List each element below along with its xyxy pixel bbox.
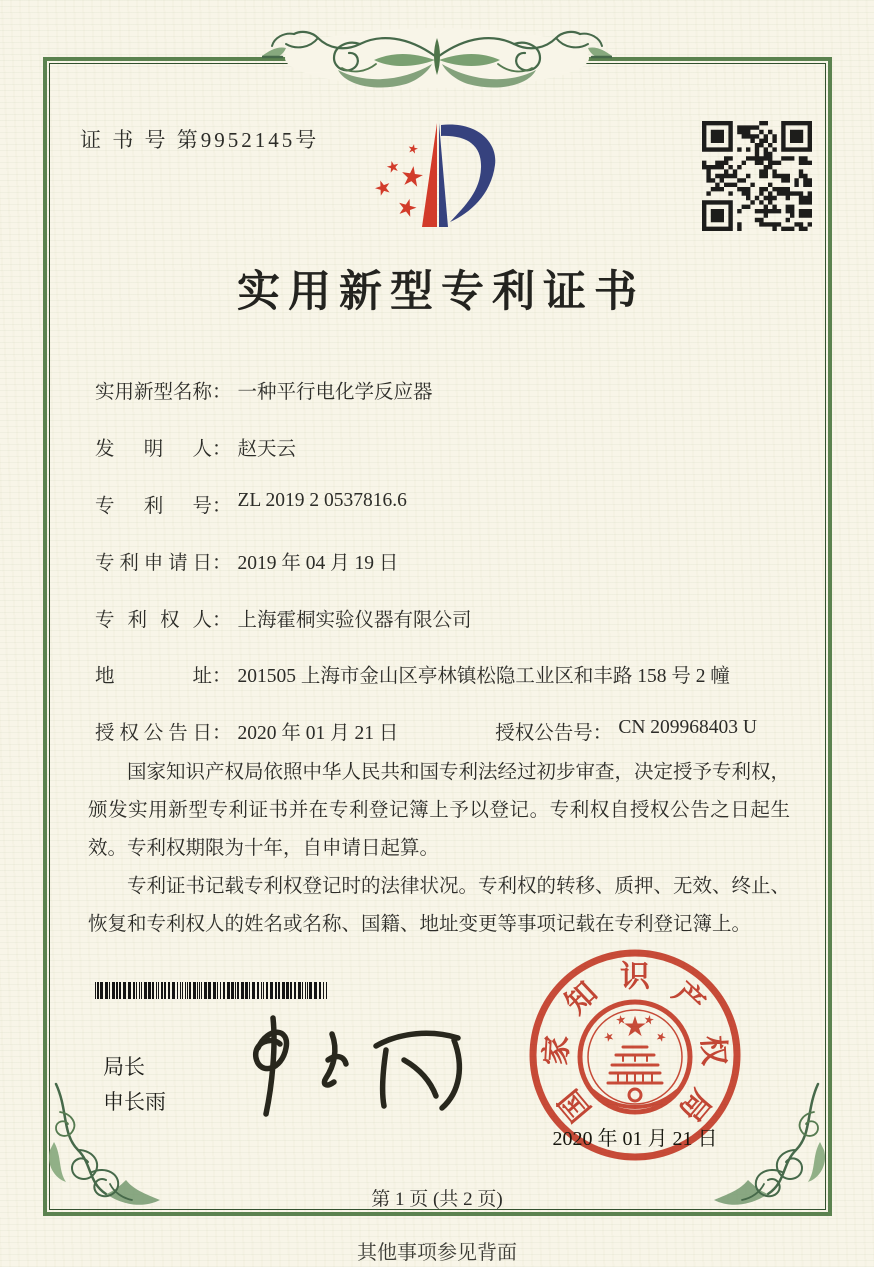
certificate-title: 实用新型专利证书: [237, 269, 645, 316]
svg-text:产: 产: [666, 975, 711, 1021]
barcode: [95, 982, 335, 999]
svg-text:家: 家: [539, 1034, 575, 1067]
back-side-note: 其他事项参见背面: [357, 1242, 517, 1264]
cnipa-logo-icon: [368, 113, 508, 235]
national-emblem-icon: [580, 1002, 690, 1112]
commissioner-signature: [228, 1008, 473, 1120]
svg-text:国: 国: [552, 1083, 598, 1128]
seal-date: 2020 年 01 月 21 日: [552, 1128, 718, 1150]
field-row-grant-info: 授权公告日： 2020 年 01 月 21 日 授权公告号： CN 209968403 U: [95, 717, 757, 744]
field-value: 一种平行电化学反应器: [237, 382, 433, 403]
field-label: 授权公告号: [495, 723, 593, 744]
field-label: 发明人: [95, 439, 212, 460]
field-row-address: 地址： 201505 上海市金山区亭林镇松隐工业区和丰路 158 号 2 幢: [95, 660, 730, 688]
commissioner-title: 局长: [103, 1056, 145, 1079]
field-label: 专利号: [95, 496, 212, 517]
bottom-left-ornament-icon: [47, 1082, 172, 1212]
field-value: 2019 年 04 月 19 日: [237, 553, 399, 574]
svg-text:权: 权: [695, 1034, 731, 1067]
field-value: 201505 上海市金山区亭林镇松隐工业区和丰路 158 号 2 幢: [237, 666, 730, 687]
svg-text:知: 知: [559, 975, 604, 1021]
field-label: 授权公告日: [95, 723, 212, 744]
field-value: CN 209968403 U: [618, 717, 757, 738]
field-label: 专利申请日: [95, 553, 212, 574]
field-value: 上海霍桐实验仪器有限公司: [237, 610, 472, 631]
field-row-inventor: 发明人： 赵天云: [95, 433, 296, 461]
svg-text:局: 局: [672, 1083, 718, 1128]
field-row-patent-number: 专利号： ZL 2019 2 0537816.6: [95, 490, 407, 517]
field-value: 赵天云: [237, 439, 297, 460]
field-row-utility-model-name: 实用新型名称： 一种平行电化学反应器: [95, 376, 433, 404]
page-number: 第 1 页 (共 2 页): [371, 1189, 503, 1210]
field-row-application-date: 专利申请日： 2019 年 04 月 19 日: [95, 547, 398, 575]
legal-paragraph: 国家知识产权局依照中华人民共和国专利法经过初步审查，决定授予专利权，颁发实用新型专利证书并在专利登记簿上予以登记。专利权自授权公告之日起生效。专利权期限为十年，自申请日起算。: [88, 762, 791, 859]
field-row-patentee: 专利权人： 上海霍桐实验仪器有限公司: [95, 604, 472, 632]
certificate-number: 证 书 号 第9952145号: [80, 128, 320, 152]
field-label: 地址: [95, 666, 212, 687]
qr-code: [702, 121, 812, 231]
legal-paragraph: 专利证书记载专利权登记时的法律状况。专利权的转移、质押、无效、终止、恢复和专利权人的姓名或名称、国籍、地址变更等事项记载在专利登记簿上。: [88, 876, 791, 935]
field-value: 2020 年 01 月 21 日: [237, 723, 399, 744]
legal-text-block: [88, 754, 790, 944]
svg-text:识: 识: [620, 960, 650, 994]
field-label: 专利权人: [95, 610, 212, 631]
commissioner-name: 申长雨: [103, 1091, 166, 1114]
field-label: 实用新型名称: [95, 382, 213, 403]
field-value: ZL 2019 2 0537816.6: [237, 490, 407, 511]
top-border-ornament-icon: [262, 18, 612, 102]
